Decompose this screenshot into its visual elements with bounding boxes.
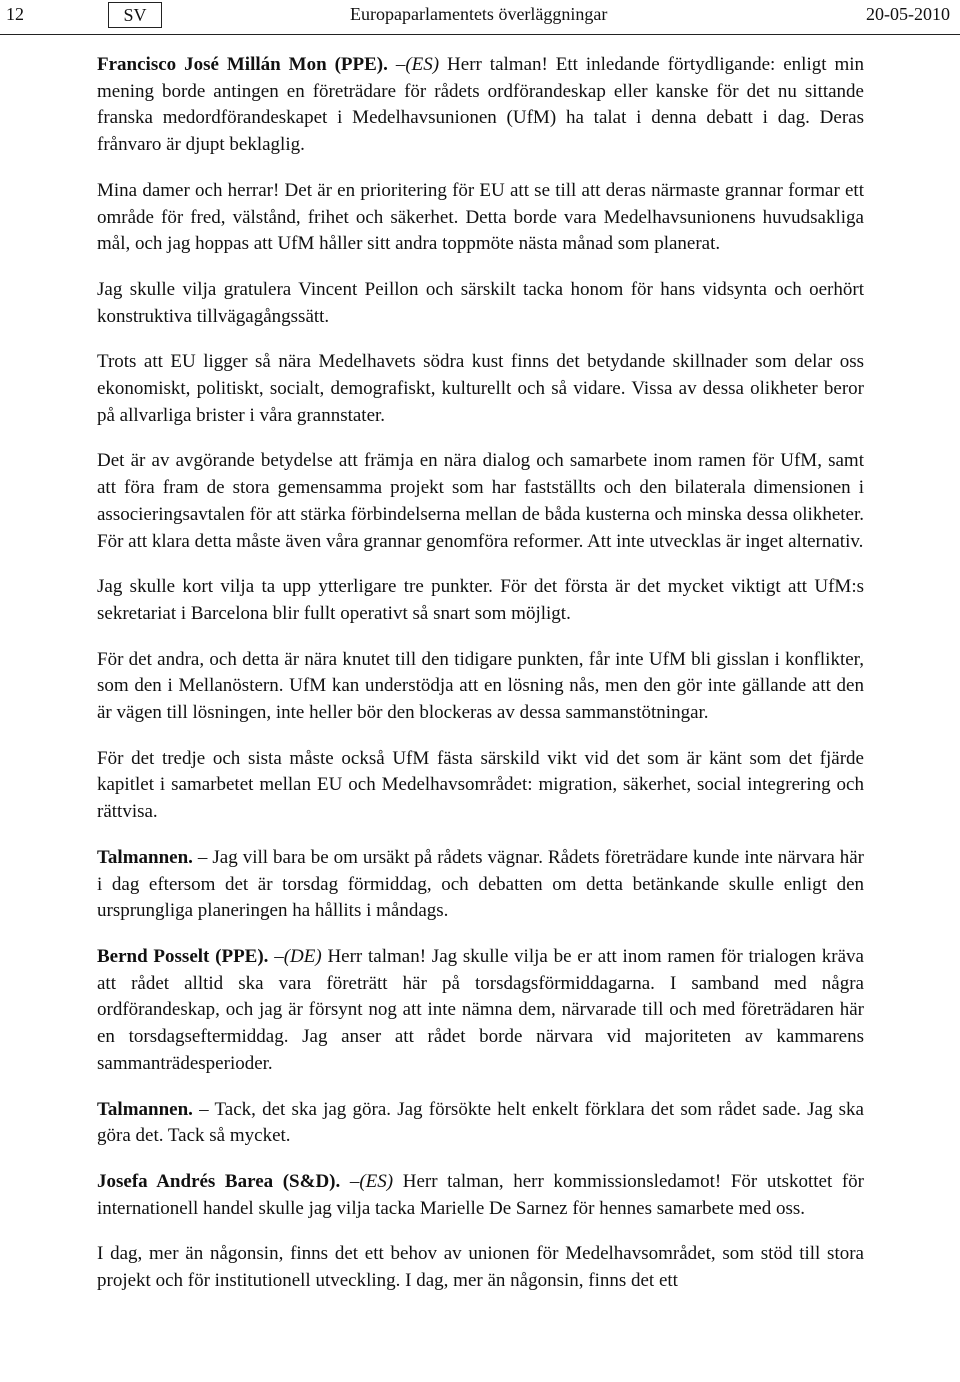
paragraph-text: Trots att EU ligger så nära Medelhavets södra kust finns det betydande skillnader som delar oss ekonomiskt, politiskt, socialt, demografiskt, kulturellt och så vidare. Vissa av dessa olikheter beror på allvarliga brister i våra grannstater. bbox=[97, 351, 864, 426]
paragraph-text: Tack, det ska jag göra. Jag försökte helt enkelt förklara det som rådet sade. Jag ska göra det. Tack så mycket. bbox=[97, 1098, 864, 1147]
speaker-name: Bernd Posselt (PPE). bbox=[97, 945, 269, 967]
page-number: 12 bbox=[6, 4, 24, 24]
publication-title: Europaparlamentets överläggningar bbox=[350, 4, 608, 24]
paragraph bbox=[97, 944, 864, 1078]
paragraph bbox=[97, 448, 864, 555]
paragraph bbox=[97, 349, 864, 429]
speaker-name: Francisco José Millán Mon (PPE). bbox=[97, 54, 388, 75]
speech-dash: – bbox=[199, 1098, 209, 1120]
speech-dash: – bbox=[274, 945, 284, 967]
paragraph bbox=[97, 845, 864, 925]
paragraph bbox=[97, 746, 864, 826]
paragraph-text: Mina damer och herrar! Det är en prioritering för EU att se till att deras närmaste grannar formar ett område för fred, välstånd, frihet och säkerhet. Detta borde vara Medelhavsunionens huvudsakliga mål, och jag hoppas att UfM håller sitt andra toppmöte nästa månad som planerat. bbox=[97, 179, 864, 255]
language-code-box: SV bbox=[108, 2, 162, 28]
speech-dash: – bbox=[349, 1170, 360, 1192]
language-tag: (ES) bbox=[359, 1170, 394, 1192]
paragraph-text: För det andra, och detta är nära knutet till den tidigare punkten, får inte UfM bli gisslan i konflikter, som den i Mellanöstern. UfM kan understödja att en lösning nås, men den gör inte gällande att den är vägen till lösningen, inte heller bör den blockeras av dessa sammanstötningar. bbox=[97, 648, 864, 724]
paragraph bbox=[97, 52, 864, 159]
speaker-name: Talmannen. bbox=[97, 1098, 193, 1120]
paragraph-text: Det är av avgörande betydelse att främja en nära dialog och samarbete inom ramen för UfM, samt att föra fram de stora gemensamma projekt som har fastställts och den bilaterala dimensionen i associeringsavtalen för att stärka förbindelserna mellan de båda kusterna och minska dessa olikheter. För att klara detta måste även våra grannar genomföra reformer. Att inte utvecklas är inget alternativ. bbox=[97, 450, 864, 552]
document-body bbox=[97, 52, 864, 1314]
speaker-name: Josefa Andrés Barea (S&D). bbox=[97, 1170, 341, 1192]
language-tag: (ES) bbox=[405, 54, 440, 75]
paragraph-text: Jag skulle vilja gratulera Vincent Peillon och särskilt tacka honom för hans vidsynta och oerhört konstruktiva tillvägagångssätt. bbox=[97, 278, 864, 327]
paragraph-text: Herr talman, herr kommissionsledamot! För utskottet för internationell handel skulle jag vilja tacka Marielle De Sarnez för hennes samarbete med oss. bbox=[97, 1170, 865, 1219]
paragraph bbox=[97, 178, 864, 258]
publication-date: 20-05-2010 bbox=[866, 4, 950, 24]
language-tag: (DE) bbox=[283, 945, 322, 967]
speaker-name: Talmannen. bbox=[97, 846, 193, 868]
paragraph-text: Herr talman! Ett inledande förtydligande: enligt min mening borde antingen en företrädare för rådets ordförandeskap eller kanske för det nu sittande franska medordförandeskapet i Medelhavsunionen (UfM) ha talat i denna debatt i dag. Deras frånvaro är djupt beklaglig. bbox=[97, 54, 865, 156]
page-header bbox=[0, 0, 960, 35]
paragraph-text: Jag vill bara be om ursäkt på rådets vägnar. Rådets företrädare kunde inte närvara här i dag eftersom det är torsdag förmiddag, och debatten om detta betänkande skulle enligt den ursprungliga planeringen ha hållits i måndags. bbox=[97, 846, 864, 922]
paragraph-text: I dag, mer än någonsin, finns det ett behov av unionen för Medelhavsområdet, som stöd till stora projekt och för institutionell utveckling. I dag, mer än någonsin, finns det ett bbox=[97, 1243, 864, 1292]
paragraph-text: För det tredje och sista måste också UfM fästa särskild vikt vid det som är känt som det fjärde kapitlet i samarbetet mellan EU och Medelhavsområdet: migration, säkerhet, social integrering och rättvisa. bbox=[97, 747, 864, 823]
paragraph bbox=[97, 647, 864, 727]
speech-dash: – bbox=[395, 54, 406, 75]
paragraph-text: Jag skulle kort vilja ta upp ytterligare tre punkter. För det första är det mycket viktigt att UfM:s sekretariat i Barcelona blir fullt operativt så snart som möjligt. bbox=[97, 576, 864, 624]
paragraph bbox=[97, 574, 864, 627]
paragraph bbox=[97, 1241, 864, 1294]
paragraph bbox=[97, 277, 864, 330]
paragraph-text: Herr talman! Jag skulle vilja be er att inom ramen för trialogen kräva att rådet alltid ska vara företrätt här på torsdagsförmiddagarna. I samband med några ordförandeskap, och jag är försynt nog att inte nämna dem, närvarade till och med företrädaren här en torsdagseftermiddag. Jag anser att rådet borde närvara vid majoriteten av kammarens sammanträdesperioder. bbox=[97, 945, 864, 1074]
speech-dash: – bbox=[197, 846, 208, 868]
paragraph bbox=[97, 1169, 864, 1222]
paragraph bbox=[97, 1097, 864, 1150]
